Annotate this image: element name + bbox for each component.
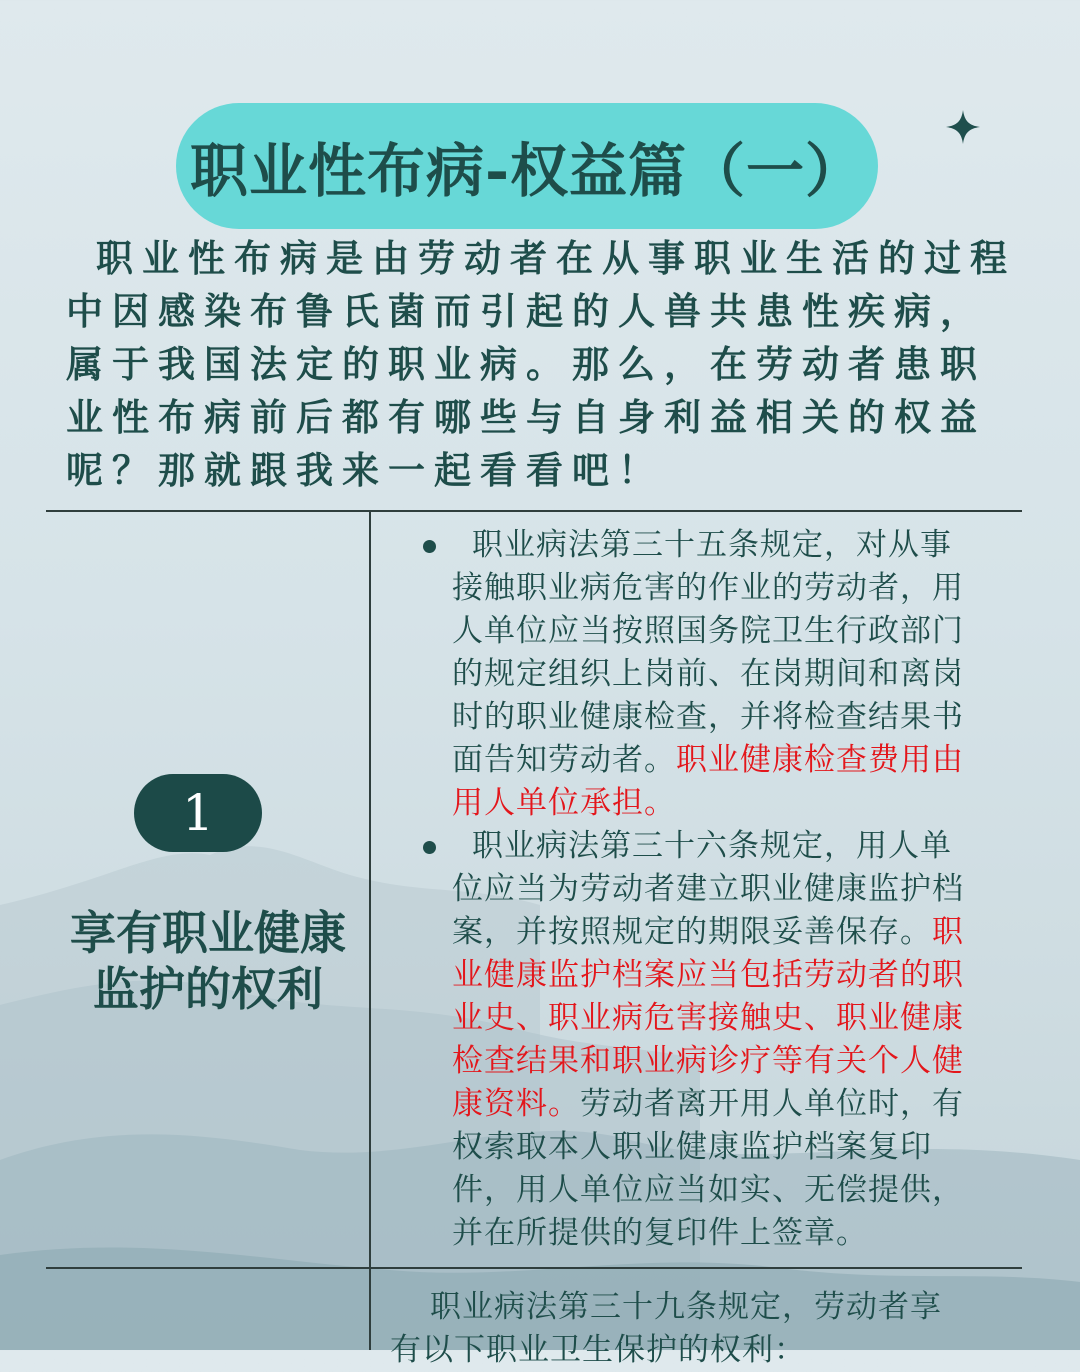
bullet-line bbox=[452, 653, 1020, 696]
intro-line: 业性布病前后都有哪些与自身利益相关的权益 bbox=[66, 395, 986, 439]
highlighted-text: 职 bbox=[932, 914, 964, 950]
highlighted-text: 职业健康检查费用由 bbox=[676, 742, 964, 778]
body-text: 件，用人单位应当如实、无偿提供， bbox=[452, 1172, 964, 1208]
body-text: 的规定组织上岗前、在岗期间和离岗 bbox=[452, 656, 964, 692]
highlighted-text: 用人单位承担。 bbox=[452, 785, 676, 821]
body-text: 职业病法第三十六条规定，用人单 bbox=[472, 828, 952, 864]
page-title: 职业性布病-权益篇（一） bbox=[189, 137, 865, 205]
bullet-line bbox=[452, 567, 1020, 610]
bullet-line bbox=[452, 868, 1020, 911]
bullet-line bbox=[452, 610, 1020, 653]
body-text: 职业病法第三十五条规定，对从事 bbox=[472, 527, 952, 563]
bullet-list bbox=[420, 524, 1020, 1255]
title-banner bbox=[176, 103, 878, 229]
intro-line: 属于我国法定的职业病。那么，在劳动者患职 bbox=[66, 342, 986, 386]
bullet-line bbox=[452, 997, 1020, 1040]
bullet-line bbox=[452, 1126, 1020, 1169]
bullet-dot-icon bbox=[423, 841, 436, 854]
bullet-line bbox=[452, 1169, 1020, 1212]
body-text: 并在所提供的复印件上签章。 bbox=[452, 1215, 868, 1251]
highlighted-text: 康资料。 bbox=[452, 1086, 580, 1122]
next-section-paragraph bbox=[390, 1286, 1030, 1372]
body-text: 接触职业病危害的作业的劳动者，用 bbox=[452, 570, 964, 606]
section-heading-line: 享有职业健康 bbox=[70, 906, 346, 960]
bullet-line bbox=[452, 524, 1020, 567]
next-section-line: 职业病法第三十九条规定，劳动者享 bbox=[430, 1289, 942, 1325]
section-number: 1 bbox=[182, 784, 214, 842]
bullet-line bbox=[452, 1212, 1020, 1255]
table-row-rule bbox=[46, 1267, 1022, 1269]
body-text: 劳动者离开用人单位时，有 bbox=[580, 1086, 964, 1122]
section-heading-line: 监护的权利 bbox=[93, 962, 323, 1016]
bullet-item bbox=[420, 825, 1020, 1255]
body-text: 权索取本人职业健康监护档案复印 bbox=[452, 1129, 932, 1165]
bullet-line bbox=[452, 911, 1020, 954]
next-section-line: 有以下职业卫生保护的权利： bbox=[390, 1332, 806, 1368]
highlighted-text: 业史、职业病危害接触史、职业健康 bbox=[452, 1000, 964, 1036]
bullet-line bbox=[452, 782, 1020, 825]
intro-line: 呢？那就跟我来一起看看吧！ bbox=[66, 448, 664, 492]
body-text: 案，并按照规定的期限妥善保存。 bbox=[452, 914, 932, 950]
highlighted-text: 检查结果和职业病诊疗等有关个人健 bbox=[452, 1043, 964, 1079]
section-number-badge bbox=[134, 774, 262, 852]
bullet-line bbox=[452, 825, 1020, 868]
four-point-sparkle-icon bbox=[946, 110, 980, 144]
intro-line: 中因感染布鲁氏菌而引起的人兽共患性疾病， bbox=[66, 289, 986, 333]
section-heading bbox=[46, 905, 370, 1017]
body-text: 人单位应当按照国务院卫生行政部门 bbox=[452, 613, 964, 649]
body-text: 位应当为劳动者建立职业健康监护档 bbox=[452, 871, 964, 907]
intro-paragraph bbox=[66, 232, 1016, 497]
bullet-line bbox=[452, 954, 1020, 997]
intro-line: 职业性布病是由劳动者在从事职业生活的过程 bbox=[96, 236, 1016, 280]
bullet-line bbox=[452, 696, 1020, 739]
bullet-item bbox=[420, 524, 1020, 825]
bullet-line bbox=[452, 1083, 1020, 1126]
table-top-rule bbox=[46, 510, 1022, 512]
bullet-dot-icon bbox=[423, 540, 436, 553]
body-text: 面告知劳动者。 bbox=[452, 742, 676, 778]
bullet-line bbox=[452, 739, 1020, 782]
highlighted-text: 业健康监护档案应当包括劳动者的职 bbox=[452, 957, 964, 993]
body-text: 时的职业健康检查，并将检查结果书 bbox=[452, 699, 964, 735]
bullet-line bbox=[452, 1040, 1020, 1083]
